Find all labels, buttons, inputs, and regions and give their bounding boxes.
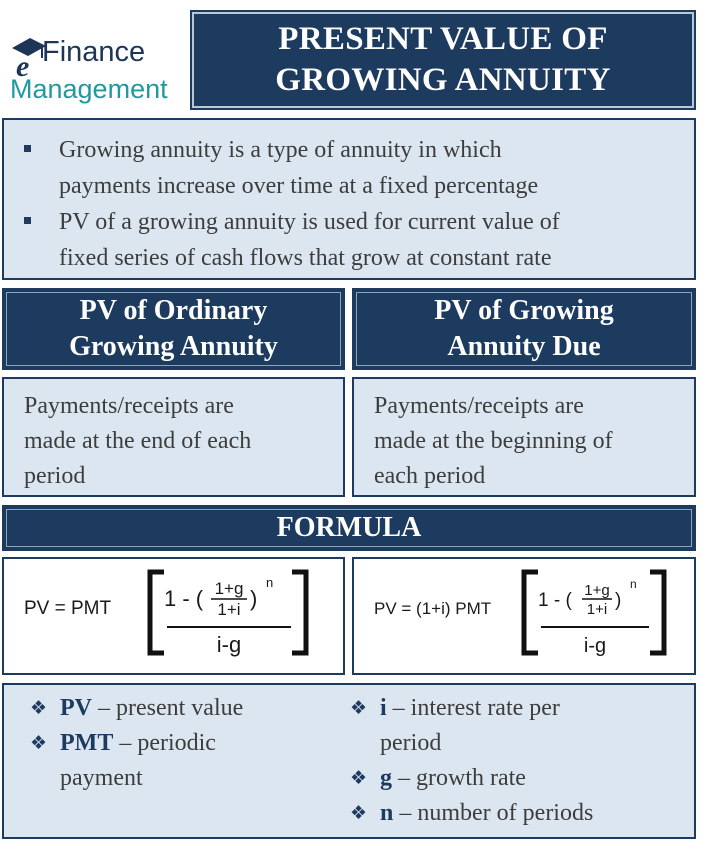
right-bracket-icon [292, 572, 306, 653]
formula-one-minus: 1 - ( [538, 590, 572, 611]
formula-exponent: n [630, 577, 637, 591]
bullet-line: PV of a growing annuity is used for current value of [59, 209, 560, 235]
definition-item [30, 691, 330, 726]
formula-graphic [354, 559, 694, 673]
ordinary-annuity-description [2, 377, 345, 497]
title-line-1: PRESENT VALUE OF [278, 21, 608, 57]
formula-close-paren: ) [250, 586, 258, 611]
formula-fraction-denominator: 1+i [217, 600, 241, 619]
diamond-bullet-icon: ❖ [350, 802, 368, 824]
bullet-line: Growing annuity is a type of annuity in which [59, 137, 502, 163]
bullet-line: payments increase over time at a fixed percentage [59, 173, 539, 199]
diamond-bullet-icon: ❖ [350, 767, 368, 789]
logo-finance-text: Finance [42, 36, 146, 68]
description-line: each period [374, 463, 486, 489]
formula-denominator: i-g [216, 632, 242, 657]
definition-term: PV [60, 695, 92, 721]
bullet-indent [350, 726, 380, 761]
definition-text: – number of periods [393, 800, 594, 826]
ordinary-annuity-heading [2, 288, 345, 370]
formula-fraction-denominator: 1+i [586, 601, 608, 618]
formula-heading [2, 505, 696, 551]
diamond-bullet-icon: ❖ [350, 697, 368, 719]
definition-item-continued [350, 726, 680, 761]
intro-panel [2, 118, 696, 280]
left-bracket-icon [150, 572, 164, 653]
heading-line: PV of Growing [434, 295, 614, 326]
title-line-2: GROWING ANNUITY [275, 62, 611, 98]
formula-denominator: i-g [583, 635, 607, 657]
description-line: made at the beginning of [374, 428, 613, 454]
square-bullet-icon [24, 217, 31, 224]
formula-fraction-numerator: 1+g [584, 582, 610, 599]
definition-term: PMT [60, 730, 114, 756]
intro-bullet [24, 132, 680, 204]
definitions-left-column [30, 691, 330, 796]
intro-bullet [24, 204, 680, 276]
bullet-line: fixed series of cash flows that grow at constant rate [59, 245, 552, 271]
formula-heading-text: FORMULA [276, 512, 422, 543]
definition-text: – present value [92, 695, 244, 721]
annuity-due-description [352, 377, 696, 497]
formula-graphic [4, 559, 343, 673]
left-bracket-icon [524, 572, 538, 653]
definition-item [350, 796, 680, 831]
definition-text: payment [60, 765, 143, 791]
definition-text: – growth rate [392, 765, 526, 791]
definition-text: – periodic [113, 730, 216, 756]
definition-text: – interest rate per [386, 695, 560, 721]
page-title [190, 10, 696, 110]
formula-lhs: PV = PMT [24, 598, 112, 619]
heading-frame [6, 292, 341, 366]
ordinary-annuity-formula [2, 557, 345, 675]
definitions-right-column [350, 691, 680, 831]
definitions-panel [2, 683, 696, 839]
definition-term: i [380, 695, 387, 721]
description-line: Payments/receipts are [374, 393, 584, 419]
square-bullet-icon [24, 145, 31, 152]
diamond-bullet-icon: ❖ [30, 697, 48, 719]
definition-text: period [380, 730, 442, 756]
logo-management-text: Management [10, 74, 168, 104]
formula-fraction-numerator: 1+g [214, 579, 244, 598]
formula-close-paren: ) [615, 590, 622, 611]
svg-text:e: e [16, 50, 30, 78]
heading-line: PV of Ordinary [79, 295, 268, 326]
definition-term: g [380, 765, 392, 791]
description-line: made at the end of each [24, 428, 252, 454]
description-line: Payments/receipts are [24, 393, 234, 419]
definition-item [350, 761, 680, 796]
definition-item-continued [30, 761, 330, 796]
bullet-indent [30, 761, 60, 796]
definition-item [30, 726, 330, 761]
formula-exponent: n [266, 575, 274, 590]
heading-line: Growing Annuity [69, 331, 278, 362]
right-bracket-icon [650, 572, 664, 653]
diamond-bullet-icon: ❖ [30, 732, 48, 754]
heading-frame [356, 292, 692, 366]
definition-term: n [380, 800, 394, 826]
description-line: period [24, 463, 86, 489]
annuity-due-formula [352, 557, 696, 675]
formula-lhs: PV = (1+i) PMT [374, 599, 492, 618]
heading-line: Annuity Due [447, 331, 601, 362]
heading-frame [6, 509, 692, 547]
formula-one-minus: 1 - ( [164, 586, 204, 611]
logo [2, 6, 188, 110]
annuity-due-heading [352, 288, 696, 370]
definition-item [350, 691, 680, 726]
